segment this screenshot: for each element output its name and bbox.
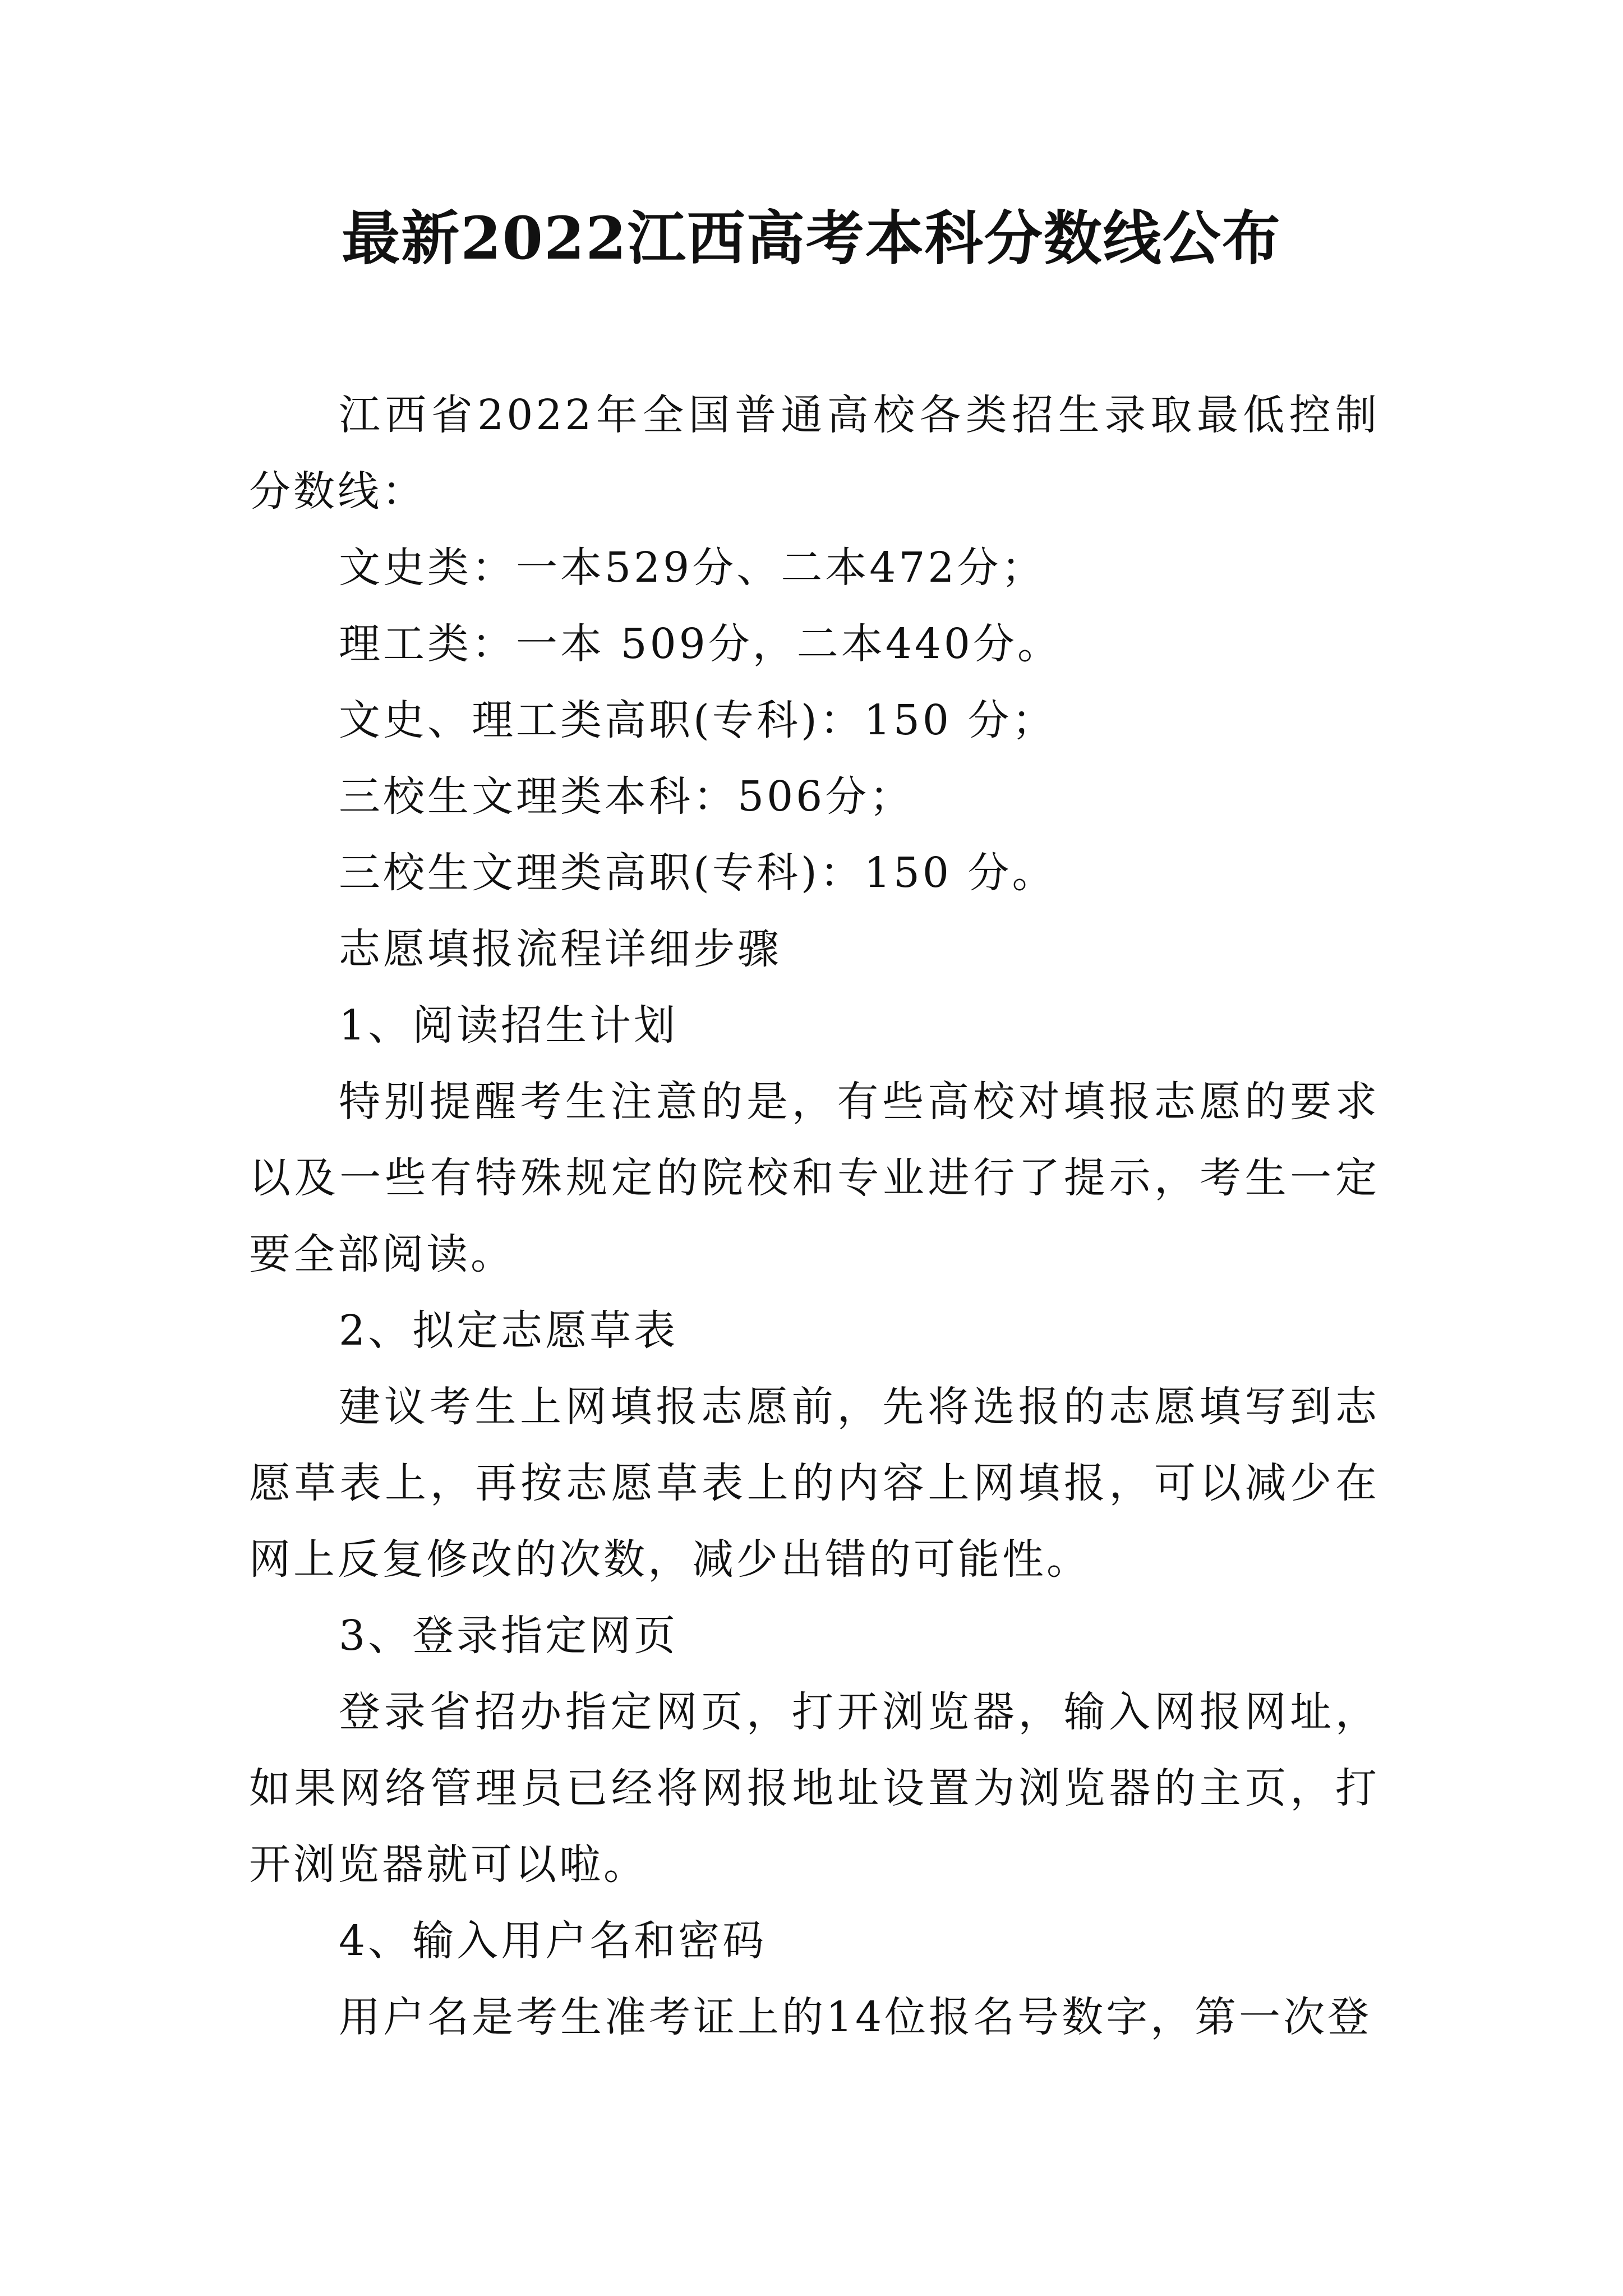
section-heading-steps: 志愿填报流程详细步骤 <box>339 925 782 973</box>
step-body-4: 用户名是考生准考证上的14位报名号数字，第一次登 <box>339 1993 1372 2041</box>
document-body <box>249 377 1380 2055</box>
step-body-2: 建议考生上网填报志愿前，先将选报的志愿填写到志愿草表上，再按志愿草表上的内容上网填报，可以减少在网上反复修改的次数，减少出错的可能性。 <box>249 1383 1380 1584</box>
step-heading-3: 3、登录指定网页 <box>339 1612 679 1660</box>
paragraph-three-school-bachelor-score: 三校生文理类本科：506分； <box>339 772 914 821</box>
step-body-1: 特别提醒考生注意的是，有些高校对填报志愿的要求以及一些有特殊规定的院校和专业进行了提示，考生一定要全部阅读。 <box>249 1078 1380 1278</box>
paragraph-three-school-vocational-score: 三校生文理类高职(专科)：150 分。 <box>339 849 1057 897</box>
paragraph-science-score: 理工类：一本 509分，二本440分。 <box>339 620 1062 668</box>
step-heading-4: 4、输入用户名和密码 <box>339 1917 767 1965</box>
step-heading-2: 2、拟定志愿草表 <box>339 1306 679 1355</box>
step-heading-1: 1、阅读招生计划 <box>339 1001 679 1050</box>
step-body-3: 登录省招办指定网页，打开浏览器，输入网报网址，如果网络管理员已经将网报地址设置为浏览器的主页，打开浏览器就可以啦。 <box>249 1688 1380 1889</box>
paragraph-vocational-score: 文史、理工类高职(专科)：150 分； <box>339 696 1057 744</box>
document-title: 最新2022江西高考本科分数线公布 <box>342 204 1281 273</box>
paragraph-intro: 江西省2022年全国普通高校各类招生录取最低控制分数线： <box>249 391 1380 516</box>
paragraph-liberal-arts-score: 文史类：一本529分、二本472分； <box>339 544 1046 592</box>
